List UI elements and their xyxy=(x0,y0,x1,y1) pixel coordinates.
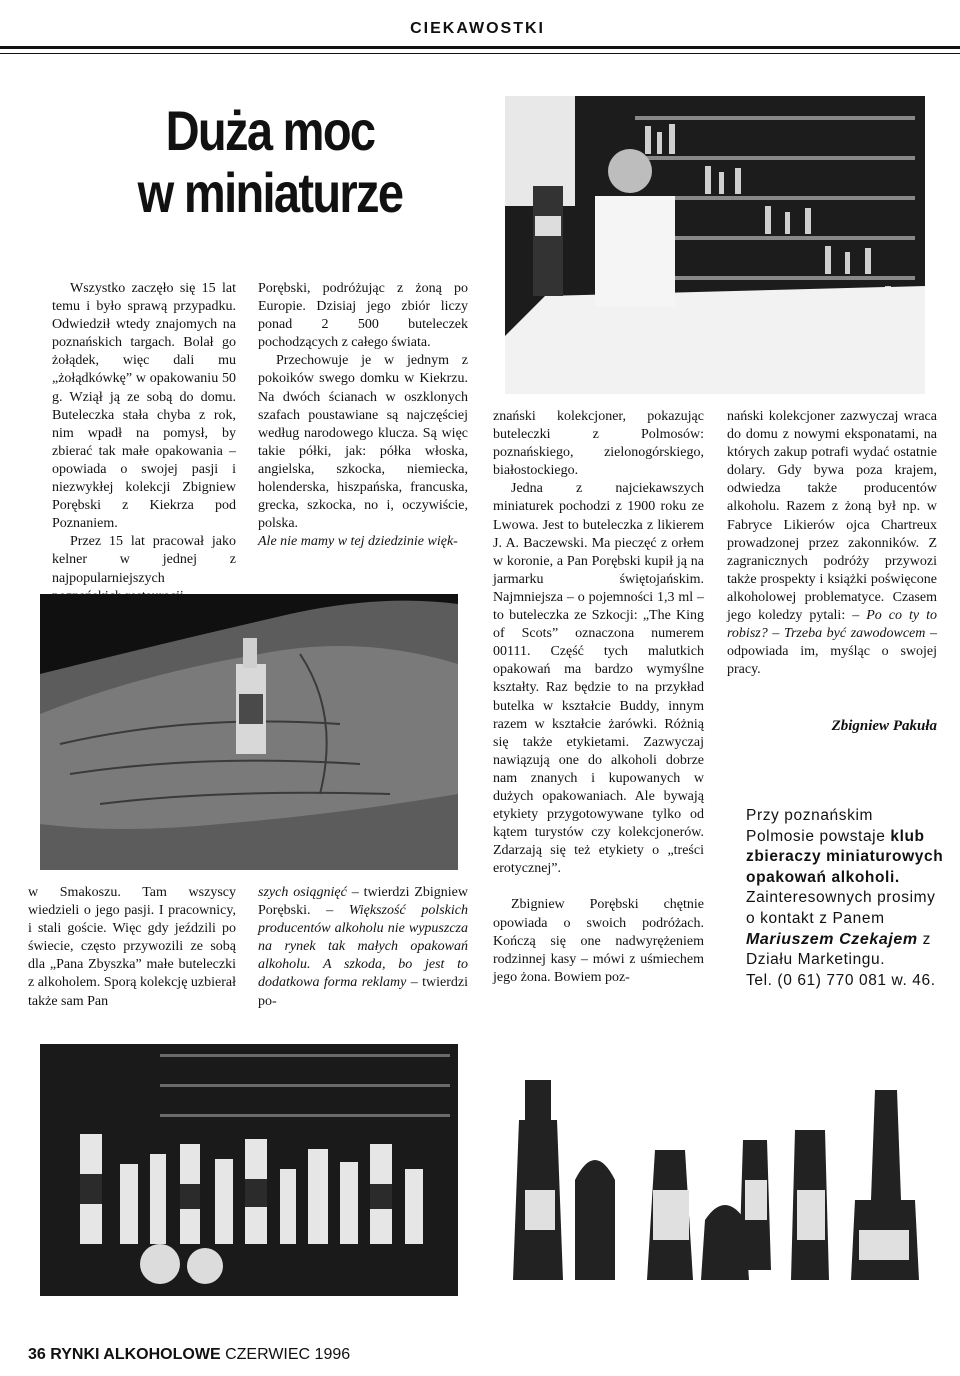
collector-photo xyxy=(505,96,925,394)
text: – odpowiada im, myśląc o swojej pracy. xyxy=(727,626,938,678)
paragraph: Przechowuje je w jednym z pokoików swego domku w Kiekrzu. Na dwóch ścianach w oszklonych szafach poustawiane są najczęściej według narodowego klucza. Są więc takie półki, jak: półka włoska, angielska, szkocka, niemiecka, holenderska, hiszpańska, francuska, grecka, szkocka, no i, oczywiście, polska. xyxy=(258,353,468,532)
section-header: CIEKAWOSTKI xyxy=(410,20,545,37)
quote: szych osiągnięć xyxy=(258,885,347,900)
text: Zainteresownych prosimy o kontakt z Panem xyxy=(746,889,936,927)
column-2-bottom xyxy=(258,884,468,1011)
contact-name: Mariuszem Czekajem xyxy=(746,930,918,948)
page-footer xyxy=(28,1346,350,1364)
title-line-2: w miniaturze xyxy=(137,161,403,224)
paragraph: Jedna z najciekawszych miniaturek pochodzi z 1900 roku ze Lwowa. Jest to buteleczka z likierem J. A. Baczewski. Ma pieczęć z orłem w koronie, a Pan Porębski kupił ją na jarmarku świętojańskim. Najmniejsza – o pojemności 1,3 ml – to buteleczka ze Szkocji: „The King of Scots” oznaczona numerem 00111. Część tych malutkich opakowań ma bardzo wymyślne kształty. Raz będzie to na przykład butelka w kształcie Buddy, innym razem w kształcie żarówki. Różnią się także etykietami. Zazwyczaj nawiązują one do alkoholi dobrze nam znanych i kupowanych w dużych opakowaniach. Ale bywają etykiety przygotowywane tylko od kątem turystów czy kolekcjonerów. Zdarzają się też etykiety o „treści erotycznej”. xyxy=(493,481,704,877)
text: z Działu Marketingu. xyxy=(746,930,932,969)
title-line-1: Duża moc xyxy=(165,99,375,162)
column-1-bottom xyxy=(28,884,236,1011)
hand-bottle-photo xyxy=(40,594,458,870)
issue-date: CZERWIEC 1996 xyxy=(225,1346,351,1363)
bottle-collection-photo xyxy=(40,1044,458,1296)
paragraph: w Smakoszu. Tam wszyscy wiedzieli o jego pasji. I pracownicy, i stali goście. Więc gdy jeździli po świecie, często przywozili ze sobą dla „Pana Zbyszka” małe buteleczki z alkoholem. Sporą kolekcję uzbierał także sam Pan xyxy=(28,885,236,1009)
paragraph xyxy=(727,408,937,679)
page-number: 36 xyxy=(28,1346,46,1363)
club-announcement xyxy=(746,806,946,991)
text: nański kolekcjoner zazwyczaj wraca do domu z nowymi eksponatami, na których zakup potrafi wydać ostatnie dolary. Gdy bywa poza krajem, odwiedza także producentów alkoholu. Razem z żoną był np. w Fabryce Likierów ojca Chartreux prowadzonej przez zakonników. Z zagranicznych podróży przywozi także prospekty i książki poświęcone alkoholowej problematyce. Czasem jego koledzy pytali: – xyxy=(727,409,937,624)
paragraph: Przez 15 lat pracował jako kelner w jednej z najpopularniejszych poznańskich restauracji – xyxy=(52,534,236,604)
column-3 xyxy=(493,408,704,987)
paragraph xyxy=(258,884,468,1011)
paragraph: Porębski, podróżując z żoną po Europie. Dzisiaj jego zbiór liczy ponad 2 500 buteleczek pochodzących z całego świata. xyxy=(258,281,468,351)
quote: Większość polskich producentów alkoholu nie wypuszcza na rynek tak małych opakowań alkoholu. A szkoda, bo jest to dodatkowa forma reklamy xyxy=(258,903,469,991)
decorative-bottles-photo xyxy=(505,1070,925,1298)
article-title xyxy=(110,100,429,224)
text: – twierdzi Zbigniew Porębski. – xyxy=(258,885,468,919)
club-name: klub zbieraczy miniaturowych opakowań alkoholi. xyxy=(746,827,944,886)
quote: Ale nie mamy w tej dziedzinie więk- xyxy=(258,534,458,550)
magazine-name: RYNKI ALKOHOLOWE xyxy=(50,1346,221,1363)
text: – twierdzi po- xyxy=(258,975,468,1009)
column-1-top xyxy=(52,280,236,606)
header-rule-thin xyxy=(0,53,960,54)
phone: Tel. (0 61) 770 081 w. 46. xyxy=(746,971,936,989)
header-rule xyxy=(0,46,960,49)
column-4 xyxy=(727,408,937,679)
quote: Po co ty to robisz? – Trzeba być zawodowcem xyxy=(727,608,937,642)
paragraph: znański kolekcjoner, pokazując buteleczki z Polmosów: poznańskiego, zielonogórskiego, białostockiego. xyxy=(493,409,704,479)
column-2-top xyxy=(258,280,468,551)
paragraph: Wszystko zaczęło się 15 lat temu i było sprawą przypadku. Odwiedził wtedy znajomych na poznańskich targach. Bolał go żołądek, więc dali mu „żołądkówkę” w opakowaniu 50 g. Wziął ją ze sobą do domu. Buteleczka stała chyba z rok, nim wpadł na pomysł, by zbierać tak małe opakowania – opowiada o swojej pasji i niezwykłej kolekcji Zbigniew Porębski z Kiekrza pod Poznaniem. xyxy=(52,281,236,532)
paragraph: Zbigniew Porębski chętnie opowiada o swoich podróżach. Kończą się one nadwyrężeniem rodzinnej kasy – mówi z uśmiechem jego żona. Bowiem poz- xyxy=(493,897,704,985)
text: Przy poznańskim Polmosie powstaje xyxy=(746,807,891,845)
author-signature: Zbigniew Pakuła xyxy=(831,718,937,734)
